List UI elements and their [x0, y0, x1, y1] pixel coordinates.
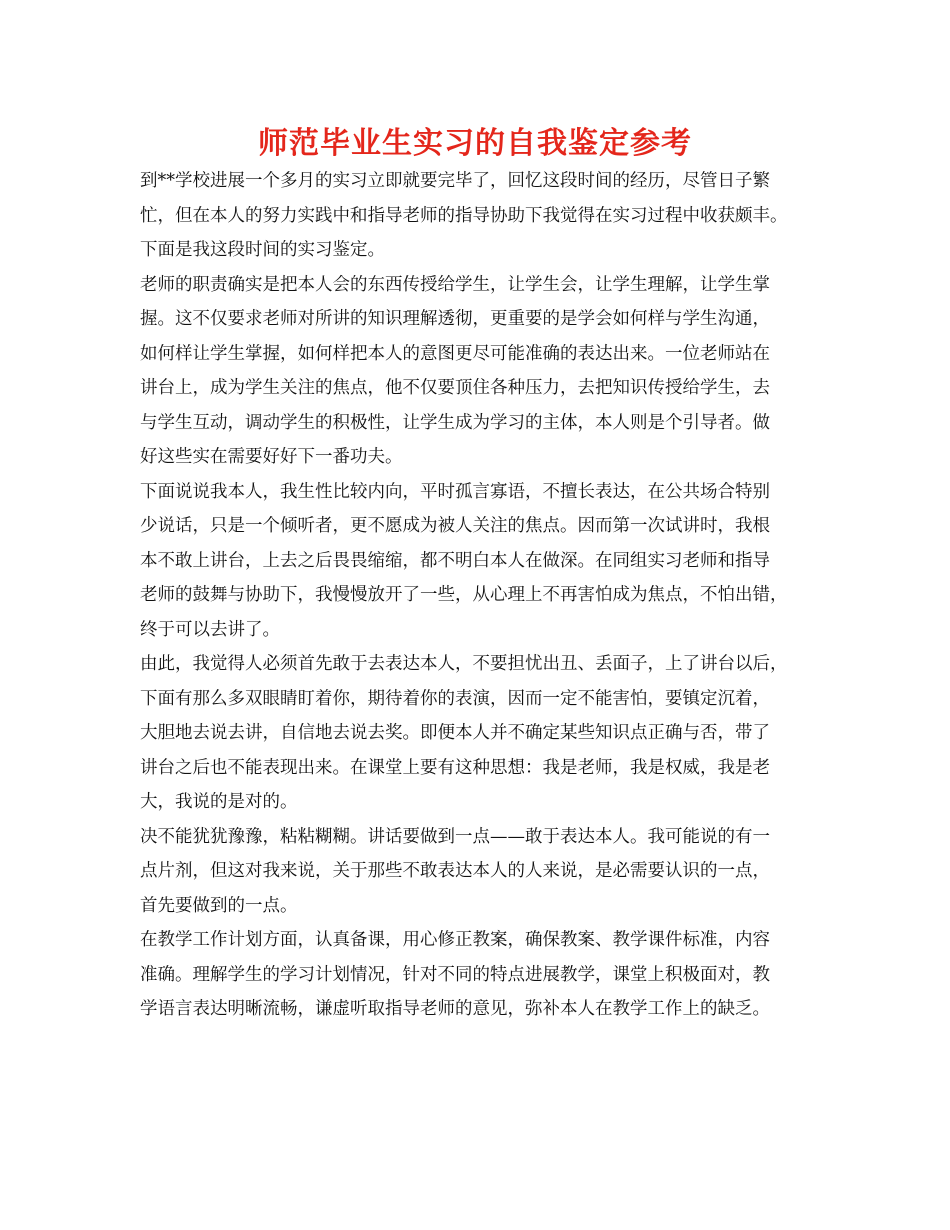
document-body	[140, 164, 830, 1027]
text-line: 终于可以去讲了。	[140, 619, 280, 640]
text-line: 讲台上，成为学生关注的焦点，他不仅要顶住各种压力，去把知识传授给学生，去	[140, 378, 770, 398]
text-line: 讲台之后也不能表现出来。在课堂上要有这种思想：我是老师，我是权威，我是老	[140, 757, 770, 778]
text-line: 与学生互动，调动学生的积极性，让学生成为学习的主体，本人则是个引导者。做	[140, 412, 770, 433]
text-line: 少说话，只是一个倾听者，更不愿成为被人关注的焦点。因而第一次试讲时，我根	[140, 516, 770, 536]
text-line: 大，我说的是对的。	[140, 792, 298, 812]
text-line: 忙，但在本人的努力实践中和指导老师的指导协助下我觉得在实习过程中收获颇丰。	[140, 205, 788, 226]
document-title: 师范毕业生实习的自我鉴定参考	[258, 126, 692, 161]
text-line: 下面有那么多双眼睛盯着你，期待着你的表演，因而一定不能害怕，要镇定沉着，	[140, 688, 770, 709]
text-line: 好这些实在需要好好下一番功夫。	[140, 447, 403, 467]
text-line: 学语言表达明晰流畅，谦虚听取指导老师的意见，弥补本人在教学工作上的缺乏。	[140, 999, 770, 1019]
text-line: 下面说说我本人，我生性比较内向，平时孤言寡语，不擅长表达，在公共场合特别	[140, 481, 770, 502]
text-line: 大胆地去说去讲，自信地去说去奖。即便本人并不确定某些知识点正确与否，带了	[140, 723, 770, 743]
text-line: 老师的鼓舞与协助下，我慢慢放开了一些，从心理上不再害怕成为焦点，不怕出错，	[140, 585, 788, 605]
text-line: 首先要做到的一点。	[140, 895, 298, 916]
text-line: 由此，我觉得人必须首先敢于去表达本人，不要担忧出丑、丢面子，上了讲台以后，	[140, 654, 788, 674]
text-line: 老师的职责确实是把本人会的东西传授给学生，让学生会，让学生理解，让学生掌	[140, 274, 770, 295]
text-line: 准确。理解学生的学习计划情况，针对不同的特点进展教学，课堂上积极面对，教	[140, 964, 770, 985]
text-line: 下面是我这段时间的实习鉴定。	[140, 240, 385, 260]
text-line: 如何样让学生掌握，如何样把本人的意图更尽可能准确的表达出来。一位老师站在	[140, 343, 770, 364]
text-line: 本不敢上讲台，上去之后畏畏缩缩，都不明白本人在做深。在同组实习老师和指导	[140, 550, 770, 571]
text-line: 握。这不仅要求老师对所讲的知识理解透彻，更重要的是学会如何样与学生沟通，	[140, 309, 770, 329]
text-line: 到**学校进展一个多月的实习立即就要完毕了，回忆这段时间的经历，尽管日子繁	[140, 171, 770, 191]
text-line: 在教学工作计划方面，认真备课，用心修正教案，确保教案、教学课件标准，内容	[140, 930, 770, 950]
text-line: 决不能犹犹豫豫，粘粘糊糊。讲话要做到一点——敢于表达本人。我可能说的有一	[140, 826, 770, 847]
text-line: 点片剂，但这对我来说，关于那些不敢表达本人的人来说，是必需要认识的一点，	[140, 861, 770, 881]
